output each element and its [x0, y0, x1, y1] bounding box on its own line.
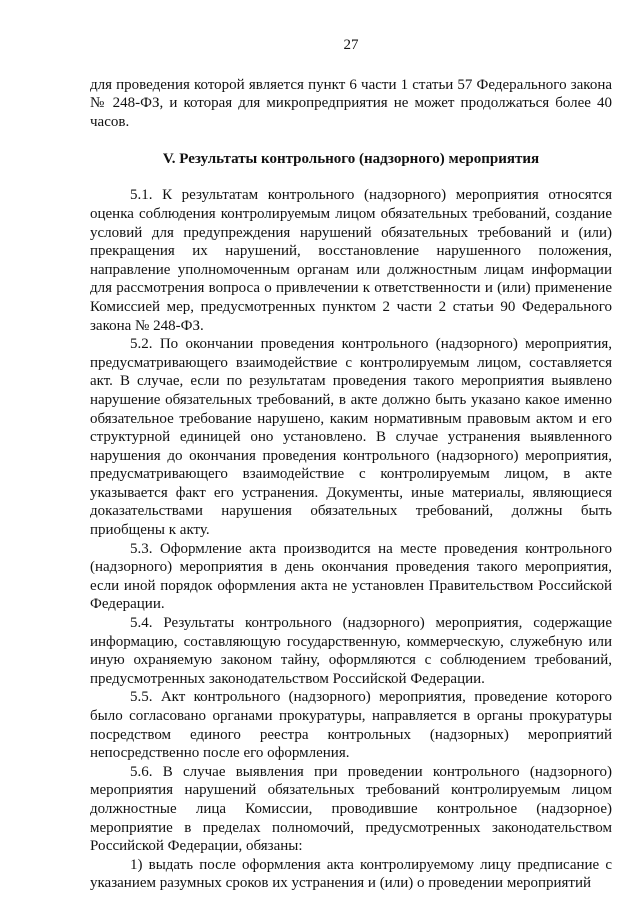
paragraph-5-5: 5.5. Акт контрольного (надзорного) мероприятия, проведение которого было согласовано органами прокуратуры, направляется в органы прокуратуры посредством единого реестра контрольных (надзорных) мероприятий непосредственно после его оформления.: [90, 689, 612, 762]
paragraph-5-3: 5.3. Оформление акта производится на месте проведения контрольного (надзорного) мероприятия в день окончания проведения такого мероприятия, если иной порядок оформления акта не установлен Правительством Российской Федерации.: [90, 540, 612, 613]
section-heading: V. Результаты контрольного (надзорного) мероприятия: [162, 151, 540, 168]
document-page: [90, 36, 612, 893]
paragraph-5-6-item-1: 1) выдать после оформления акта контролируемому лицу предписание с указанием разумных сроков их устранения и (или) о проведении мероприятий: [90, 856, 612, 892]
intro-paragraph: для проведения которой является пункт 6 части 1 статьи 57 Федерального закона № 248-ФЗ, и которая для микропредприятия не может продолжаться более 40 часов.: [90, 76, 612, 130]
paragraph-5-4: 5.4. Результаты контрольного (надзорного) мероприятия, содержащие информацию, составляющую государственную, коммерческую, служебную или иную охраняемую законом тайну, оформляются с соблюдением требований, предусмотренных законодательством Российской Федерации.: [90, 615, 612, 687]
paragraph-5-2: 5.2. По окончании проведения контрольного (надзорного) мероприятия, предусматривающего взаимодействие с контролируемым лицом, составляется акт. В случае, если по результатам проведения такого мероприятия выявлено нарушение обязательных требований, в акте должно быть указано какое именно обязательное требование нарушено, каким нормативным правовым актом и его структурной единицей оно установлено. В случае устранения выявленного нарушения до окончания проведения контрольного (надзорного) мероприятия, предусматривающего взаимодействие с контролируемым лицом, в акте указывается факт его устранения. Документы, иные материалы, являющиеся доказательствами нарушения обязательных требований, должны быть приобщены к акту.: [90, 336, 612, 539]
paragraph-5-6: 5.6. В случае выявления при проведении контрольного (надзорного) мероприятия нарушений обязательных требований контролируемым лицом должностные лица Комиссии, проводившие контрольное (надзорное) мероприятие в пределах полномочий, предусмотренных законодательством Российской Федерации, обязаны:: [90, 763, 612, 855]
paragraph-5-1: 5.1. К результатам контрольного (надзорного) мероприятия относятся оценка соблюдения контролируемым лицом обязательных требований, создание условий для предупреждения нарушений обязательных требований и (или) прекращения их нарушений, восстановление нарушенного положения, направление уполномоченным органам или должностным лицам информации для рассмотрения вопроса о привлечении к ответственности и (или) применение Комиссией мер, предусмотренных пунктом 2 части 2 статьи 90 Федерального закона № 248-ФЗ.: [90, 187, 612, 334]
page-number: 27: [343, 37, 359, 53]
